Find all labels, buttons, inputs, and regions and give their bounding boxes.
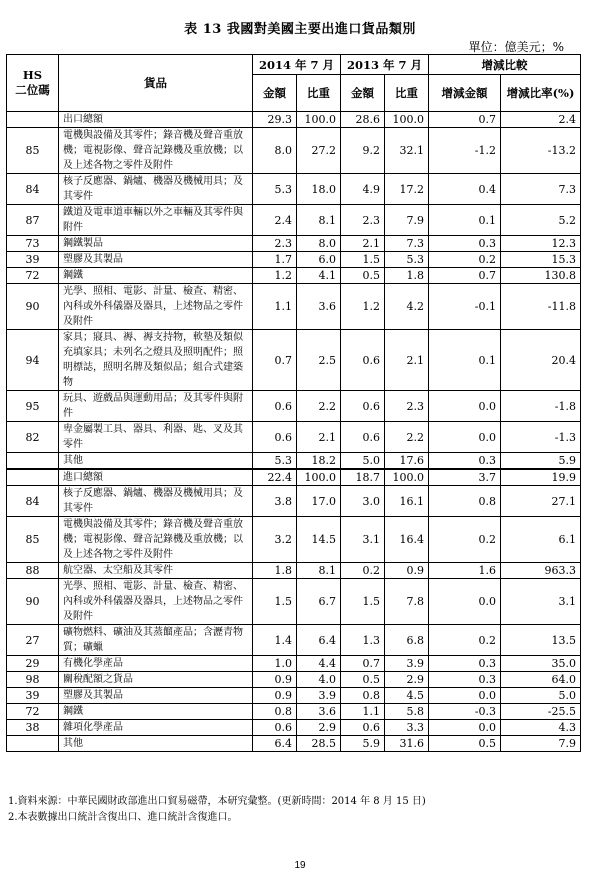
hs-code-cell: 87	[7, 205, 59, 236]
share-2014-cell: 2.2	[297, 391, 341, 422]
share-2014-cell: 6.4	[297, 625, 341, 656]
share-2014-cell: 6.0	[297, 252, 341, 268]
share-2014-cell: 100.0	[297, 112, 341, 128]
hs-code-cell: 95	[7, 391, 59, 422]
table-row	[7, 128, 581, 174]
goods-name-cell: 電機與設備及其零件；錄音機及聲音重放機；電視影像、聲音記錄機及重放機；以及上述各物之零件及附件	[59, 128, 253, 174]
table-row	[7, 579, 581, 625]
amount-2014-cell: 22.4	[253, 469, 297, 486]
goods-name-cell: 核子反應器、鍋爐、機器及機械用具；及其零件	[59, 174, 253, 205]
table-row	[7, 672, 581, 688]
hs-code-cell	[7, 736, 59, 752]
hs-code-cell: 84	[7, 174, 59, 205]
change-rate-cell: 2.4	[501, 112, 581, 128]
amount-2014-cell: 0.6	[253, 422, 297, 453]
amount-2013-cell: 4.9	[341, 174, 385, 205]
share-2014-cell: 28.5	[297, 736, 341, 752]
goods-name-cell: 玩具、遊戲品與運動用品；及其零件與附件	[59, 391, 253, 422]
hs-code-cell: 29	[7, 656, 59, 672]
table-row	[7, 205, 581, 236]
share-2013-cell: 17.6	[385, 453, 429, 470]
hs-code-cell: 94	[7, 330, 59, 391]
share-2013-cell: 32.1	[385, 128, 429, 174]
share-2013-cell: 16.4	[385, 517, 429, 563]
table-row	[7, 486, 581, 517]
hs-code-cell: 88	[7, 563, 59, 579]
share-2013-cell: 6.8	[385, 625, 429, 656]
table-title: 表 13 我國對美國主要出進口貨品類別	[184, 22, 416, 37]
share-2014-cell: 27.2	[297, 128, 341, 174]
hs-code-cell: 84	[7, 486, 59, 517]
goods-name-cell: 有機化學產品	[59, 656, 253, 672]
change-rate-cell: 15.3	[501, 252, 581, 268]
table-row	[7, 563, 581, 579]
change-rate-cell: -1.8	[501, 391, 581, 422]
note-scope: 2.本表數據出口統計含復出口、進口統計含復進口。	[8, 812, 238, 823]
amount-2013-cell: 1.1	[341, 704, 385, 720]
change-rate-cell: 963.3	[501, 563, 581, 579]
change-rate-cell: 64.0	[501, 672, 581, 688]
share-2014-cell: 8.1	[297, 563, 341, 579]
share-2013-cell: 4.5	[385, 688, 429, 704]
amount-2014-cell: 8.0	[253, 128, 297, 174]
table-row	[7, 112, 581, 128]
amount-2014-cell: 3.8	[253, 486, 297, 517]
amount-2014-cell: 5.3	[253, 453, 297, 470]
goods-name-cell: 鋼鐵	[59, 704, 253, 720]
hs-code-cell: 39	[7, 688, 59, 704]
share-2013-cell: 7.3	[385, 236, 429, 252]
change-rate-cell: 13.5	[501, 625, 581, 656]
change-rate-cell: 19.9	[501, 469, 581, 486]
hs-code-cell	[7, 453, 59, 470]
change-amount-cell: 0.0	[429, 720, 501, 736]
change-amount-cell: 0.3	[429, 453, 501, 470]
share-2013-cell: 17.2	[385, 174, 429, 205]
share-2013-cell: 1.8	[385, 268, 429, 284]
amount-2014-cell: 0.9	[253, 688, 297, 704]
change-rate-cell: -11.8	[501, 284, 581, 330]
change-amount-cell: 0.0	[429, 391, 501, 422]
amount-2014-cell: 3.2	[253, 517, 297, 563]
table-row	[7, 720, 581, 736]
change-amount-cell: 0.2	[429, 252, 501, 268]
change-rate-cell: 5.0	[501, 688, 581, 704]
goods-name-cell: 塑膠及其製品	[59, 252, 253, 268]
share-2013-cell: 3.3	[385, 720, 429, 736]
share-2014-cell: 8.1	[297, 205, 341, 236]
change-rate-cell: 12.3	[501, 236, 581, 252]
share-2014-cell: 3.6	[297, 704, 341, 720]
change-rate-cell: 27.1	[501, 486, 581, 517]
goods-name-cell: 航空器、太空船及其零件	[59, 563, 253, 579]
change-rate-cell: 5.2	[501, 205, 581, 236]
amount-2013-cell: 9.2	[341, 128, 385, 174]
hs-code-cell: 39	[7, 252, 59, 268]
amount-2013-cell: 3.0	[341, 486, 385, 517]
amount-2013-cell: 0.7	[341, 656, 385, 672]
trade-table	[6, 54, 581, 752]
amount-2014-cell: 0.9	[253, 672, 297, 688]
amount-2014-cell: 0.8	[253, 704, 297, 720]
amount-2013-cell: 18.7	[341, 469, 385, 486]
amount-2013-cell: 0.2	[341, 563, 385, 579]
table-row	[7, 453, 581, 470]
amount-2013-cell: 0.6	[341, 330, 385, 391]
change-rate-cell: -1.3	[501, 422, 581, 453]
change-amount-cell: 3.7	[429, 469, 501, 486]
change-rate-cell: 7.9	[501, 736, 581, 752]
change-rate-cell: -13.2	[501, 128, 581, 174]
goods-name-cell: 出口總額	[59, 112, 253, 128]
table-row	[7, 517, 581, 563]
table-row	[7, 625, 581, 656]
amount-2013-cell: 0.5	[341, 672, 385, 688]
hs-code-cell	[7, 112, 59, 128]
amount-2014-cell: 1.7	[253, 252, 297, 268]
header-change-rate: 增減比率(%)	[501, 75, 581, 112]
amount-2013-cell: 28.6	[341, 112, 385, 128]
change-amount-cell: 0.3	[429, 236, 501, 252]
share-2013-cell: 2.2	[385, 422, 429, 453]
share-2014-cell: 2.9	[297, 720, 341, 736]
change-rate-cell: 130.8	[501, 268, 581, 284]
table-row	[7, 704, 581, 720]
amount-2013-cell: 3.1	[341, 517, 385, 563]
unit-label: 單位：億美元；%	[468, 40, 564, 54]
change-rate-cell: 4.3	[501, 720, 581, 736]
hs-code-cell: 85	[7, 517, 59, 563]
change-rate-cell: 6.1	[501, 517, 581, 563]
change-amount-cell: 0.1	[429, 330, 501, 391]
goods-name-cell: 核子反應器、鍋爐、機器及機械用具；及其零件	[59, 486, 253, 517]
header-amount-2014: 金額	[253, 75, 297, 112]
table-row	[7, 252, 581, 268]
table-row	[7, 284, 581, 330]
amount-2013-cell: 0.6	[341, 720, 385, 736]
share-2013-cell: 31.6	[385, 736, 429, 752]
share-2014-cell: 100.0	[297, 469, 341, 486]
table-row	[7, 391, 581, 422]
amount-2014-cell: 29.3	[253, 112, 297, 128]
goods-name-cell: 進口總額	[59, 469, 253, 486]
hs-code-cell: 90	[7, 284, 59, 330]
table-row	[7, 688, 581, 704]
change-rate-cell: -25.5	[501, 704, 581, 720]
amount-2013-cell: 0.8	[341, 688, 385, 704]
share-2013-cell: 2.1	[385, 330, 429, 391]
goods-name-cell: 光學、照相、電影、計量、檢查、精密、內科或外科儀器及器具，上述物品之零件及附件	[59, 579, 253, 625]
change-amount-cell: -0.1	[429, 284, 501, 330]
share-2014-cell: 18.0	[297, 174, 341, 205]
share-2014-cell: 18.2	[297, 453, 341, 470]
amount-2014-cell: 2.4	[253, 205, 297, 236]
goods-name-cell: 塑膠及其製品	[59, 688, 253, 704]
table-row	[7, 236, 581, 252]
amount-2014-cell: 2.3	[253, 236, 297, 252]
amount-2013-cell: 5.0	[341, 453, 385, 470]
amount-2014-cell: 0.6	[253, 391, 297, 422]
table-row	[7, 736, 581, 752]
change-rate-cell: 5.9	[501, 453, 581, 470]
share-2014-cell: 4.4	[297, 656, 341, 672]
goods-name-cell: 鐵道及電車道車輛以外之車輛及其零件與附件	[59, 205, 253, 236]
amount-2014-cell: 1.4	[253, 625, 297, 656]
amount-2014-cell: 1.8	[253, 563, 297, 579]
page-number: 19	[294, 860, 306, 871]
change-amount-cell: 0.0	[429, 579, 501, 625]
change-amount-cell: 1.6	[429, 563, 501, 579]
amount-2014-cell: 1.5	[253, 579, 297, 625]
change-amount-cell: 0.4	[429, 174, 501, 205]
goods-name-cell: 電機與設備及其零件；錄音機及聲音重放機；電視影像、聲音記錄機及重放機；以及上述各物之零件及附件	[59, 517, 253, 563]
goods-name-cell: 其他	[59, 736, 253, 752]
share-2013-cell: 0.9	[385, 563, 429, 579]
amount-2013-cell: 1.2	[341, 284, 385, 330]
share-2013-cell: 7.8	[385, 579, 429, 625]
change-rate-cell: 35.0	[501, 656, 581, 672]
amount-2013-cell: 1.5	[341, 252, 385, 268]
amount-2013-cell: 0.5	[341, 268, 385, 284]
change-amount-cell: -0.3	[429, 704, 501, 720]
change-amount-cell: 0.8	[429, 486, 501, 517]
header-goods: 貨品	[59, 55, 253, 112]
amount-2014-cell: 0.6	[253, 720, 297, 736]
hs-code-cell: 82	[7, 422, 59, 453]
hs-code-cell: 72	[7, 704, 59, 720]
goods-name-cell: 鋼鐵製品	[59, 236, 253, 252]
header-hs: HS 二位碼	[7, 55, 59, 112]
goods-name-cell: 礦物燃料、礦油及其蒸餾產品；含瀝青物質；礦蠟	[59, 625, 253, 656]
amount-2014-cell: 5.3	[253, 174, 297, 205]
amount-2013-cell: 2.1	[341, 236, 385, 252]
change-amount-cell: 0.2	[429, 625, 501, 656]
table-row	[7, 268, 581, 284]
hs-code-cell: 90	[7, 579, 59, 625]
table-row	[7, 469, 581, 486]
table-body	[7, 112, 581, 752]
amount-2014-cell: 0.7	[253, 330, 297, 391]
amount-2014-cell: 6.4	[253, 736, 297, 752]
change-amount-cell: 0.2	[429, 517, 501, 563]
goods-name-cell: 關稅配額之貨品	[59, 672, 253, 688]
change-amount-cell: -1.2	[429, 128, 501, 174]
amount-2014-cell: 1.2	[253, 268, 297, 284]
header-2014: 2014 年 7 月	[253, 55, 341, 75]
share-2013-cell: 3.9	[385, 656, 429, 672]
share-2014-cell: 4.0	[297, 672, 341, 688]
change-amount-cell: 0.7	[429, 112, 501, 128]
share-2013-cell: 100.0	[385, 469, 429, 486]
goods-name-cell: 鋼鐵	[59, 268, 253, 284]
hs-code-cell	[7, 469, 59, 486]
amount-2014-cell: 1.0	[253, 656, 297, 672]
amount-2013-cell: 0.6	[341, 422, 385, 453]
share-2014-cell: 17.0	[297, 486, 341, 517]
amount-2013-cell: 0.6	[341, 391, 385, 422]
hs-code-cell: 73	[7, 236, 59, 252]
goods-name-cell: 其他	[59, 453, 253, 470]
amount-2013-cell: 1.5	[341, 579, 385, 625]
goods-name-cell: 光學、照相、電影、計量、檢查、精密、內科或外科儀器及器具，上述物品之零件及附件	[59, 284, 253, 330]
change-rate-cell: 20.4	[501, 330, 581, 391]
change-amount-cell: 0.3	[429, 656, 501, 672]
header-share-2013: 比重	[385, 75, 429, 112]
goods-name-cell: 雜項化學產品	[59, 720, 253, 736]
header-2013: 2013 年 7 月	[341, 55, 429, 75]
hs-code-cell: 27	[7, 625, 59, 656]
amount-2013-cell: 1.3	[341, 625, 385, 656]
change-amount-cell: 0.5	[429, 736, 501, 752]
header-change-amount: 增減金額	[429, 75, 501, 112]
table-row	[7, 174, 581, 205]
share-2013-cell: 2.9	[385, 672, 429, 688]
share-2013-cell: 100.0	[385, 112, 429, 128]
change-amount-cell: 0.0	[429, 422, 501, 453]
share-2014-cell: 2.5	[297, 330, 341, 391]
hs-code-cell: 38	[7, 720, 59, 736]
share-2014-cell: 8.0	[297, 236, 341, 252]
header-share-2014: 比重	[297, 75, 341, 112]
hs-code-cell: 98	[7, 672, 59, 688]
hs-code-cell: 72	[7, 268, 59, 284]
change-rate-cell: 7.3	[501, 174, 581, 205]
share-2013-cell: 4.2	[385, 284, 429, 330]
change-amount-cell: 0.3	[429, 672, 501, 688]
goods-name-cell: 家具；寢具、褥、褥支持物，軟墊及類似充填家具；未列名之燈具及照明配件；照明標誌，照明名牌及類似品；組合式建築物	[59, 330, 253, 391]
amount-2014-cell: 1.1	[253, 284, 297, 330]
change-rate-cell: 3.1	[501, 579, 581, 625]
note-source: 1.資料來源：中華民國財政部進出口貿易磁帶，本研究彙整。(更新時間：2014 年 8 月 15 日)	[8, 796, 426, 807]
goods-name-cell: 卑金屬製工具、器具、利器、匙、叉及其零件	[59, 422, 253, 453]
share-2014-cell: 4.1	[297, 268, 341, 284]
share-2013-cell: 5.3	[385, 252, 429, 268]
table-row	[7, 422, 581, 453]
header-change: 增減比較	[429, 55, 581, 75]
amount-2013-cell: 5.9	[341, 736, 385, 752]
table-row	[7, 656, 581, 672]
change-amount-cell: 0.7	[429, 268, 501, 284]
share-2013-cell: 7.9	[385, 205, 429, 236]
share-2013-cell: 5.8	[385, 704, 429, 720]
share-2014-cell: 3.9	[297, 688, 341, 704]
amount-2013-cell: 2.3	[341, 205, 385, 236]
share-2013-cell: 2.3	[385, 391, 429, 422]
header-amount-2013: 金額	[341, 75, 385, 112]
share-2014-cell: 2.1	[297, 422, 341, 453]
share-2014-cell: 14.5	[297, 517, 341, 563]
change-amount-cell: 0.0	[429, 688, 501, 704]
share-2013-cell: 16.1	[385, 486, 429, 517]
hs-code-cell: 85	[7, 128, 59, 174]
table-row	[7, 330, 581, 391]
change-amount-cell: 0.1	[429, 205, 501, 236]
share-2014-cell: 3.6	[297, 284, 341, 330]
share-2014-cell: 6.7	[297, 579, 341, 625]
